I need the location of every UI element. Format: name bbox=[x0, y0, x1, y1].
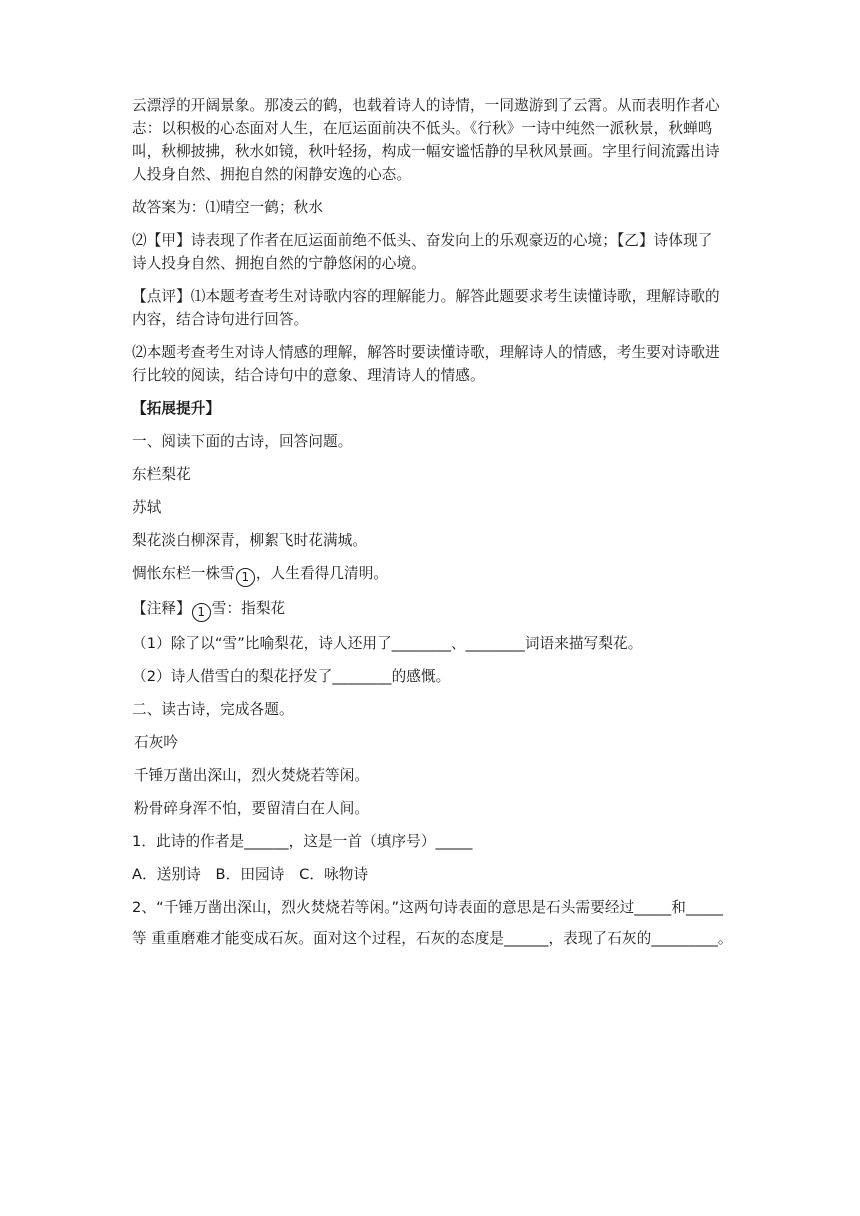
poem-line: 梨花淡白柳深青，柳絮飞时花满城。 bbox=[132, 532, 368, 549]
text-line: 志：以积极的心态面对人生，在厄运面前决不低头。《行秋》一诗中纯然一派秋景，秋蝉鸣 bbox=[132, 120, 713, 137]
question-2-intro: 二、读古诗，完成各题。 bbox=[132, 701, 294, 718]
text-line: 行比较的阅读，结合诗句中的意象、理清诗人的情感。 bbox=[132, 367, 485, 384]
annotation-text: 雪：指梨花 bbox=[211, 600, 286, 617]
poem-line bbox=[132, 562, 732, 587]
section-heading: 【拓展提升】 bbox=[132, 400, 221, 417]
poem-text: 惆怅东栏一株雪 bbox=[132, 565, 235, 582]
poem-title: 石灰吟 bbox=[134, 734, 179, 751]
text-line: ⑵【甲】诗表现了作者在厄运面前绝不低头、奋发向上的乐观豪迈的心境；【乙】诗体现了 bbox=[132, 232, 713, 249]
text-line: 等 重重磨难才能变成石灰。面对这个过程，石灰的态度是______，表现了石灰的_________。 bbox=[132, 930, 733, 947]
sub-question: （2）诗人借雪白的梨花抒发了________的感慨。 bbox=[132, 668, 451, 685]
poem-line: 千锤万凿出深山，烈火焚烧若等闲。 bbox=[134, 767, 370, 784]
poem-text: ，人生看得几清明。 bbox=[255, 565, 389, 582]
text-line: 云漂浮的开阔景象。那凌云的鹤，也载着诗人的诗情，一同遨游到了云霄。从而表明作者心 bbox=[132, 97, 720, 114]
question-1-intro: 一、阅读下面的古诗，回答问题。 bbox=[132, 433, 353, 450]
comment-part-2 bbox=[132, 341, 732, 387]
sub-question: 1．此诗的作者是______，这是一首（填序号）_____ bbox=[132, 833, 473, 850]
text-line: 【点评】⑴本题考查考生对诗歌内容的理解能力。解答此题要求考生读懂诗歌，理解诗歌的 bbox=[132, 288, 720, 305]
text-line: 内容，结合诗句进行回答。 bbox=[132, 311, 309, 328]
circled-number-icon: 1 bbox=[236, 568, 255, 587]
poem-line: 粉骨碎身浑不怕，要留清白在人间。 bbox=[134, 800, 370, 817]
text-line: 人投身自然、拥抱自然的闲静安逸的心态。 bbox=[132, 166, 412, 183]
sub-question: （1）除了以“雪”比喻梨花，诗人还用了________、________词语来描写梨花。 bbox=[132, 635, 643, 652]
sub-question bbox=[132, 896, 732, 950]
annotation-label: 【注释】 bbox=[132, 600, 191, 617]
text-line: ⑵本题考查考生对诗人情感的理解，解答时要读懂诗歌，理解诗人的情感，考生要对诗歌进 bbox=[132, 344, 720, 361]
text-line: 2、“千锤万凿出深山，烈火焚烧若等闲。”这两句诗表面的意思是石头需要经过_____和_____ bbox=[132, 899, 723, 916]
answer-part-2 bbox=[132, 229, 732, 275]
answer-options: A．送别诗 B．田园诗 C．咏物诗 bbox=[132, 866, 369, 883]
comment-part-1 bbox=[132, 285, 732, 331]
annotation bbox=[132, 597, 732, 622]
text-line: 诗人投身自然、拥抱自然的宁静悠闲的心境。 bbox=[132, 255, 426, 272]
answer-line: 故答案为：⑴晴空一鹤；秋水 bbox=[132, 199, 324, 216]
analysis-paragraph bbox=[132, 94, 732, 186]
text-line: 叫，秋柳披拂，秋水如镜，秋叶轻扬，构成一幅安谧恬静的早秋风景画。字里行间流露出诗 bbox=[132, 143, 720, 160]
circled-number-icon: 1 bbox=[192, 603, 211, 622]
poet-name: 苏轼 bbox=[132, 499, 162, 516]
poem-title: 东栏梨花 bbox=[132, 466, 191, 483]
